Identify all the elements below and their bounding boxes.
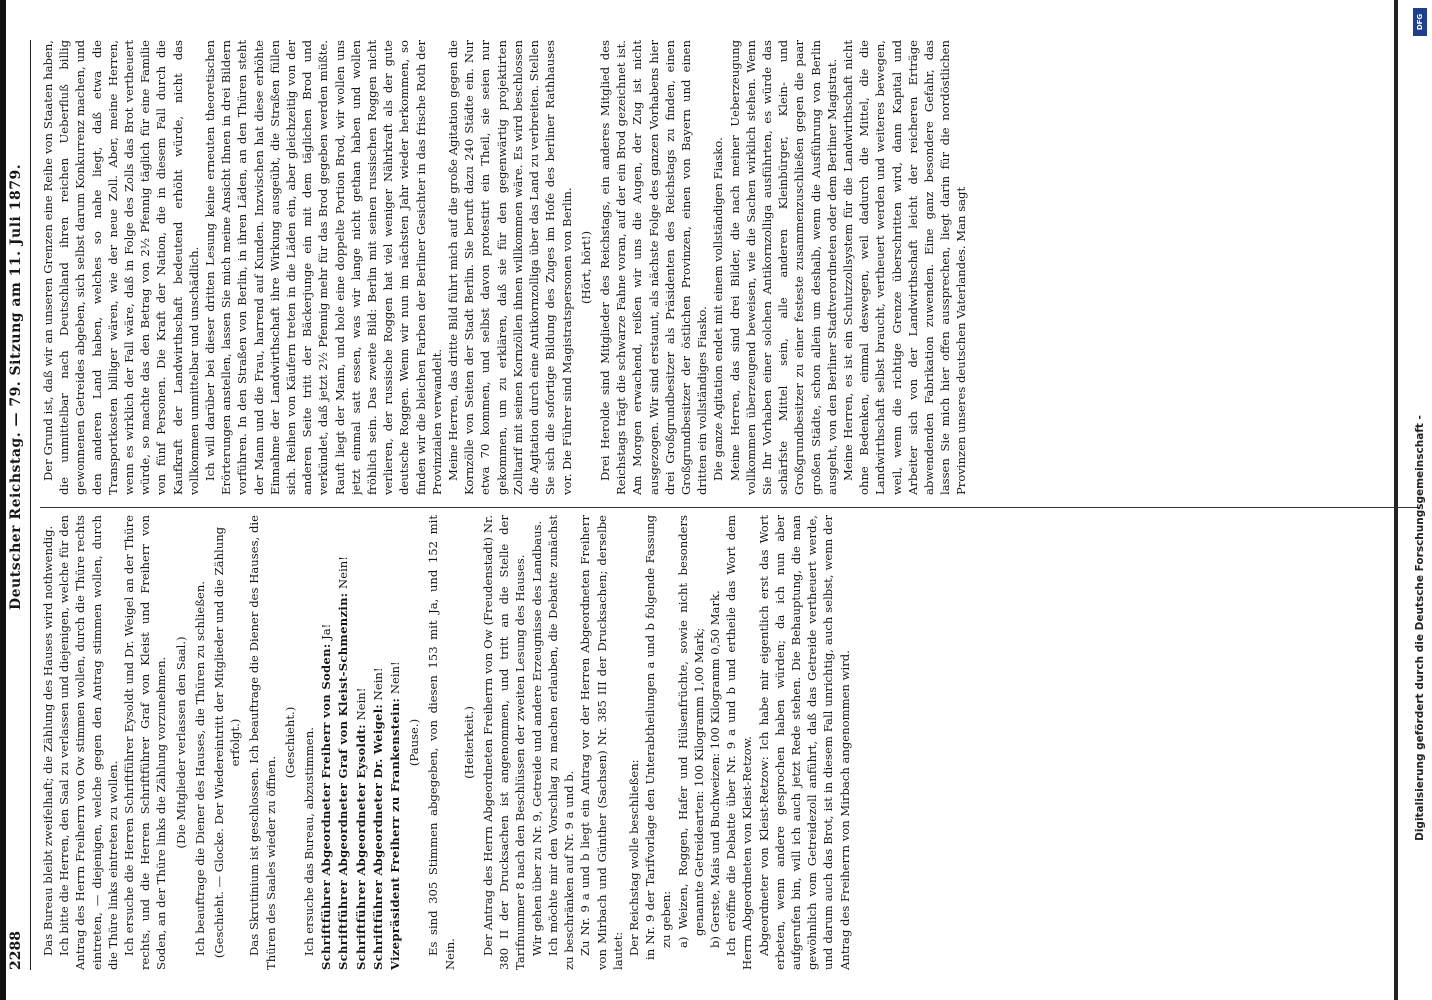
paragraph: Zu Nr. 9 a und b liegt ein Antrag vor der Herren Abgeordneten Freiherr von Mirbach und Günther (Sachsen) Nr. 385 III der Drucksachen; derselbe lautet: xyxy=(578,515,625,970)
paragraph: Drei Herolde sind Mitglieder des Reichstags, ein anderes Mitglied des Reichstags trägt die schwarze Fahne voran, auf der ein Brod gezeichnet ist. Am Morgen erwachend, reißen wir uns die Augen, der Zug ist nicht ausgezogen. Wir sind erstaunt, als nächste Folge des ganzen Vorhabens hier drei Großgrundbesitzer als Präsidenten des Reichstags zu finden, einen Großgrundbesitzer der östlichen Provinzen, einen von Bayern und einen dritten ein vollständiges Fiasko. xyxy=(597,40,710,495)
column-separator xyxy=(40,507,1420,508)
paragraph: Ich will darüber bei dieser dritten Lesung keine erneuten theoretischen Erörterungen anstellen, lassen Sie mich meine Ansicht Ihnen in drei Bildern vorführen. In den Straßen von Berlin, in ihren Läden, an den Thüren steht der Mann und die Frau, harrend auf Kunden. Inzwischen hat diese erhöhte Einnahme der Landwirthschaft ihre Wirkung ausgeübt, die Straßen füllen sich. Reihen von Käufern treten in die Läden ein, aber gleichzeitig von der anderen Seite tritt der Bäckerjunge ein mit dem täglichen Brod und verkündet, daß jetzt 2½ Pfennig mehr für das Brod gegeben werden müßte. Rauft liegt der Mann, und hole eine doppelte Portion Brod, wir wollen uns jetzt einmal satt essen, was wir lange nicht gethan haben und wollen fröhlich sein. Das zweite Bild: Berlin mit seinen russischen Roggen nicht verlieren, der russische Roggen hat viel weniger Nährkraft als der gute deutsche Roggen. Wenn wir nun im nächsten Jahr wieder herkommen, so finden wir die bleichen Farben der Berliner Gesichter in das frische Roth der Provinzialen verwandelt. xyxy=(203,40,444,495)
paragraph: Das Bureau bleibt zweifelhaft; die Zählung des Hauses wird nothwendig. xyxy=(41,525,55,956)
page-number: 2288 xyxy=(8,931,24,970)
paragraph: Ich ersuche das Bureau, abzustimmen. xyxy=(302,727,317,956)
paragraph: Die ganze Agitation endet mit einem vollständigen Fiasko. xyxy=(711,137,726,481)
stage-direction: (Pause.) xyxy=(407,718,422,767)
paragraph: Der Reichstag wolle beschließen: xyxy=(626,759,641,956)
paragraph: Abgeordneter von Kleist-Retzow: Ich habe mir eigentlich erst das Wort erbeten, wenn andere gesprochen haben würden; da ich nun aber aufgerufen bin, will ich auch jetzt Rede stehen. Die Behauptung, die man gewöhnlich vom Getreidezoll anführt, daß das Getreide vertheuert werde, und darum auch das Brot, ist in diesem Fall unrichtig, auch selbst, wenn der Antrag des Freiherrn von Mirbach angenommen wird. xyxy=(756,515,852,970)
motion-line: in Nr. 9 der Tarifvorlage den Unterabtheilungen a und b folgende Fassung zu geben: xyxy=(643,515,674,960)
stage-direction: (Heiterkeit.) xyxy=(461,706,476,779)
paragraph: Ich bitte die Herren, den Saal zu verlassen und diejenigen, welche für den Antrag des Herrn Freiherrn von Ow stimmen wollen, durch die Thüre rechts eintreten, — diejenigen, welche gegen den Antrag stimmen wollen, durch die Thüre links eintreten zu wollen. xyxy=(57,515,120,970)
paragraph: Ich beauftrage die Diener des Hauses, die Thüren zu schließen. xyxy=(192,581,207,956)
credit-text: Digitalisierung gefördert durch die Deutsche Forschungsgemeinschaft - xyxy=(1414,415,1426,841)
vote-speaker: Schriftführer Abgeordneter Dr. Weigel: xyxy=(370,704,385,970)
session-title: Deutscher Reichstag. — 79. Sitzung am 11. Juli 1879. xyxy=(8,163,24,610)
vote-line xyxy=(318,515,334,970)
dfg-logo-text: DFG xyxy=(1416,13,1424,31)
vote-answer: Nein! xyxy=(353,687,368,721)
stage-direction: (Geschieht. — Glocke. Der Wiedereintritt der Mitglieder und die Zählung erfolgt.) xyxy=(212,526,243,959)
vote-line xyxy=(353,515,369,970)
vote-answer: Nein! xyxy=(336,556,351,589)
vote-answer: Nein! xyxy=(370,667,385,701)
paragraph: Ich möchte mir den Vorschlag zu machen erlauben, die Debatte zunächst zu beschränken auf Nr. 9 a und b. xyxy=(545,515,577,970)
stage-direction: (Hört, hört!) xyxy=(578,230,593,305)
paragraph: Das Skrutinium ist geschlossen. Ich beauftrage die Diener des Hauses, die Thüren des Saales wieder zu öffnen. xyxy=(247,515,278,970)
vote-line xyxy=(387,515,403,970)
paragraph: Meine Herren, das sind drei Bilder, die nach meiner Ueberzeugung vollkommen überzeugend beweisen, wie die Sachen wirklich stehen. Wenn Sie Ihr Vorhaben einer solchen Antikornzolliga ausführten, es würde das schärfste Mittel sein, alle anderen Kleinbürger, Klein- und Großgrundbesitzer zu einer festeste zusammenzuschließen gegen die paar großen Städte, schon allein um deshalb, wenn die Ausführung von Berlin ausgeht, von den Berliner Stadtverordneten oder dem Berliner Magistrat. xyxy=(727,40,839,495)
paragraph: Ich ersuche die Herren Schriftführer Eysoldt und Dr. Weigel an der Thüre rechts, und die Herren Schriftführer Graf von Kleist und Freiherr von Soden, an der Thüre links die Zählung vorzunehmen. xyxy=(122,515,169,970)
stage-direction: (Geschieht.) xyxy=(282,706,297,779)
paragraph: Ich eröffne die Debatte über Nr. 9 a und b und ertheile das Wort dem Herrn Abgeordneten von Kleist-Retzow. xyxy=(724,515,755,970)
paragraph: Meine Herren, das dritte Bild führt mich auf die große Agitation gegen die Kornzölle von Seiten der Stadt Berlin. Sie beruft dazu 240 Städte ein. Nur etwa 70 kommen, und selbst davon protestirt ein Theil, sie seien nur gekommen, um zu erklären, daß sie für den gegenwärtig projektirten Zolltarif mit seinen Kornzöllen ihnen willkommen wäre. Es wird beschlossen die Agitation durch eine Antikornzolliga über das Land zu verbreiten. Stellen Sie sich die sofortige Bildung des Zuges im Hofe des berliner Rathhauses vor. Die Führer sind Magistratspersonen von Berlin. xyxy=(446,40,574,495)
left-column xyxy=(40,515,1410,970)
vote-speaker: Schriftführer Abgeordneter Freiherr von Soden: xyxy=(319,643,334,970)
right-column xyxy=(40,40,1410,495)
stage-direction: (Die Mitglieder verlassen den Saal.) xyxy=(173,636,188,849)
paragraph: Der Antrag des Herrn Abgeordneten Freiherrn von Ow (Freudenstadt) Nr. 380 II der Drucksachen ist angenommen, und tritt an die Stelle der Tarifnummer 8 nach den Beschlüssen der zweiten Lesung des Hauses. xyxy=(481,515,528,970)
vote-answer: Ja! xyxy=(319,623,334,640)
vote-line xyxy=(370,515,386,970)
paragraph: Es sind 305 Stimmen abgegeben, von diesen 153 mit Ja, und 152 mit Nein. xyxy=(426,515,457,970)
vote-line xyxy=(335,515,351,970)
vote-speaker: Vizepräsident Freiherr zu Frankenstein: xyxy=(388,697,403,970)
motion-item: a) Weizen, Roggen, Hafer und Hülsenfrüchte, sowie nicht besonders genannte Getreidearten: 100 Kilogramm 1,00 Mark; xyxy=(675,515,706,948)
paragraph: Der Grund ist, daß wir an unseren Grenzen eine Reihe von Staaten haben, die unmittelbar nach Deutschland ihren reichen Ueberfluß billig gewonnenen Getreides abgeben, sich selbst darum Konkurrenz machen, und den anderen Land haben, welches so nahe liegt, daß etwa die Transportkosten billiger wären, wie der neue Zoll. Aber, meine Herren, wenn es wirklich der Fall wäre, daß in Folge des Zolls das Brot vertheuert würde, so machte das den Betrag von 2½ Pfennig täglich für eine Familie von fünf Personen. Die Kraft der Nation, die in diesem Fall durch die Kaufkraft der Landwirthschaft bedeutend erhöht würde, nicht das vollkommen unmittelbar und unschädlich. xyxy=(41,40,201,495)
vote-speaker: Schriftführer Abgeordneter Graf von Kleist-Schmenzin: xyxy=(336,592,351,970)
paragraph: Meine Herren, es ist ein Schutzzollsystem für die Landwirthschaft nicht ohne Bedenken, einmal deswegen, weil dadurch die Mittel, die die Landwirthschaft selbst braucht, vertheuert werden und weiteres bewegen, weil, wenn die richtige Grenze überschritten wird, dann Kapital und Arbeiter sich von der Landwirthschaft leicht der reicheren Erträge abwendenden Fabrikation zuwenden. Eine ganz besondere Gefahr, das lassen Sie mich hier offen aussprechen, liegt darin für die nordöstlichen Provinzen unseres deutschen Vaterlandes. Man sagt xyxy=(840,40,969,495)
header-rule xyxy=(30,40,31,970)
motion-item: b) Gerste, Mais und Buchweizen: 100 Kilogramm 0,50 Mark. xyxy=(707,590,722,948)
vote-answer: Nein! xyxy=(388,661,403,695)
paragraph: Wir gehen über zu Nr. 9, Getreide und andere Erzeugnisse des Landbaus. xyxy=(529,520,544,956)
dfg-logo xyxy=(1413,8,1427,36)
vote-speaker: Schriftführer Abgeordneter Eysoldt: xyxy=(353,724,368,970)
running-header xyxy=(8,40,32,970)
digitization-credit xyxy=(1408,8,1432,992)
